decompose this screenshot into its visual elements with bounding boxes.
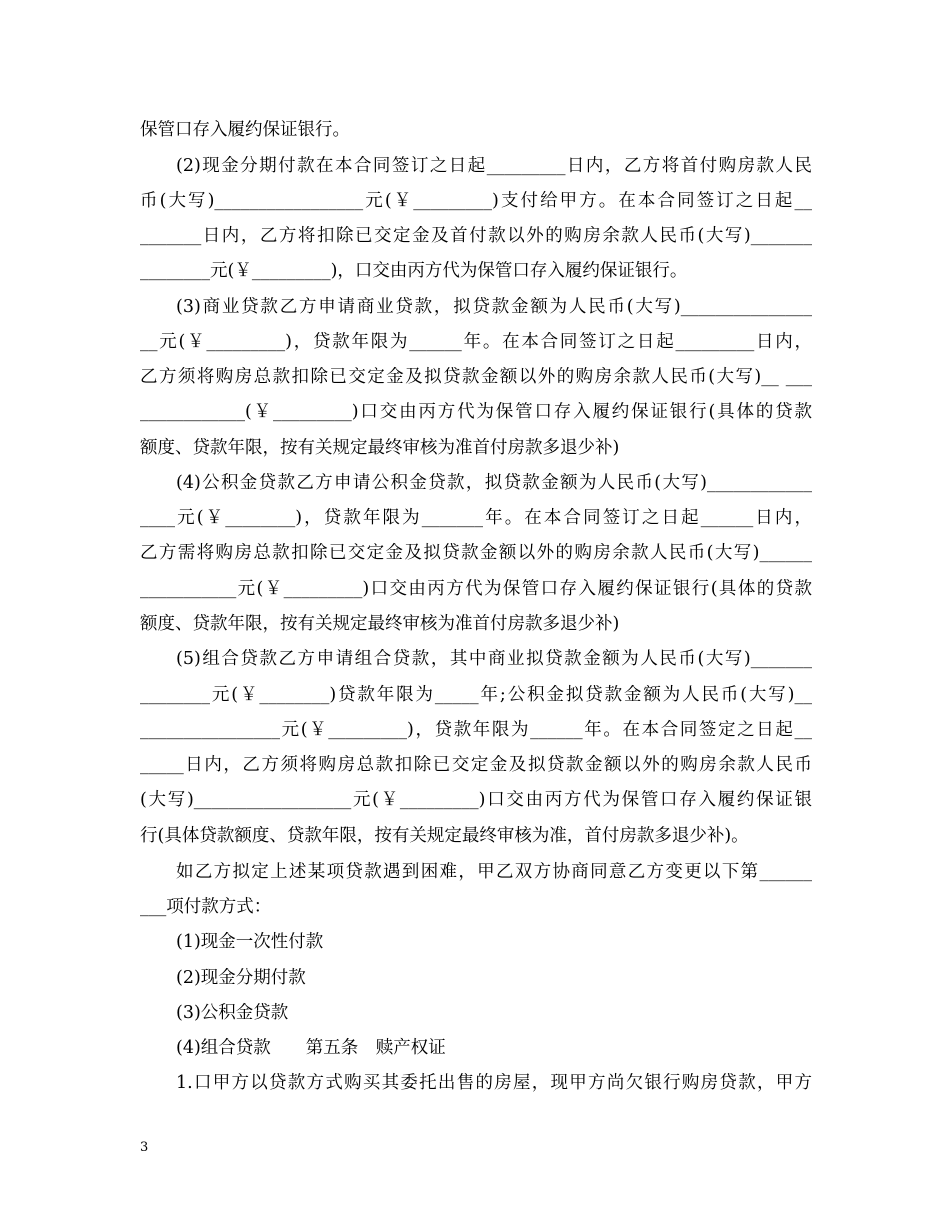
text-line: 保管口存入履约保证银行。 bbox=[140, 120, 350, 140]
text-line: 额度、贷款年限，按有关规定最终审核为准首付房款多退少补) bbox=[140, 438, 620, 458]
text-line: (1)现金一次性付款 bbox=[176, 932, 324, 952]
text-line: (4)组合贷款 第五条 赎产权证 bbox=[176, 1038, 446, 1058]
text-line: _______日内，乙方将扣除已交定金及首付款以外的购房余款人民币(大写)_______ bbox=[140, 226, 812, 246]
text-line: ________________元(￥_________)，贷款年限为______年。在本合同签定之日起__ bbox=[140, 720, 812, 740]
text-line: (5)组合贷款乙方申请组合贷款，其中商业拟贷款金额为人民币(大写)_______ bbox=[176, 649, 812, 669]
text-line: 1.口甲方以贷款方式购买其委托出售的房屋，现甲方尚欠银行购房贷款，甲方 bbox=[176, 1073, 812, 1093]
text-line: _____日内，乙方须将购房总款扣除已交定金及拟贷款金额以外的购房余款人民币 bbox=[140, 755, 812, 775]
text-line: (大写)__________________元(￥_________)口交由丙方代为保管口存入履约保证银 bbox=[140, 790, 812, 810]
text-line: ___________元(￥_________)口交由丙方代为保管口存入履约保证银行(具体的贷款 bbox=[140, 579, 812, 599]
text-line: (3)公积金贷款 bbox=[176, 1003, 289, 1023]
text-line: 如乙方拟定上述某项贷款遇到困难，甲乙双方协商同意乙方变更以下第______ bbox=[176, 862, 812, 882]
text-line: 额度、贷款年限，按有关规定最终审核为准首付房款多退少补) bbox=[140, 614, 620, 634]
text-line: ____________(￥_________)口交由丙方代为保管口存入履约保证银行(具体的贷款 bbox=[140, 402, 812, 422]
text-line: (3)商业贷款乙方申请商业贷款，拟贷款金额为人民币(大写)_______________ bbox=[176, 297, 812, 317]
text-line: 行(具体贷款额度、贷款年限，按有关规定最终审核为准，首付房款多退少补)。 bbox=[140, 826, 749, 846]
text-line: __元(￥_________)，贷款年限为______年。在本合同签订之日起_________日内， bbox=[140, 332, 812, 352]
text-line: (2)现金分期付款在本合同签订之日起_________日内，乙方将首付购房款人民 bbox=[176, 156, 812, 176]
text-line: ________元(￥________)贷款年限为_____年;公积金拟贷款金额为人民币(大写)__ bbox=[140, 685, 812, 705]
page-number: 3 bbox=[140, 1140, 149, 1155]
text-line: 乙方需将购房总款扣除已交定金及拟贷款金额以外的购房余款人民币(大写)______ bbox=[140, 543, 812, 563]
text-line: 乙方须将购房总款扣除已交定金及拟贷款金额以外的购房余款人民币(大写)__ ___ bbox=[140, 367, 812, 387]
text-line: ____元(￥________)，贷款年限为_______年。在本合同签订之日起______日内， bbox=[140, 508, 812, 528]
text-line: ________元(￥_________)，口交由丙方代为保管口存入履约保证银行。 bbox=[140, 261, 688, 281]
text-line: 币(大写)_________________元(￥_________)支付给甲方。在本合同签订之日起__ bbox=[140, 191, 812, 211]
text-line: (4)公积金贷款乙方申请公积金贷款，拟贷款金额为人民币(大写)____________ bbox=[176, 473, 812, 493]
text-line: (2)现金分期付款 bbox=[176, 968, 306, 988]
text-line: ___项付款方式： bbox=[140, 897, 272, 917]
